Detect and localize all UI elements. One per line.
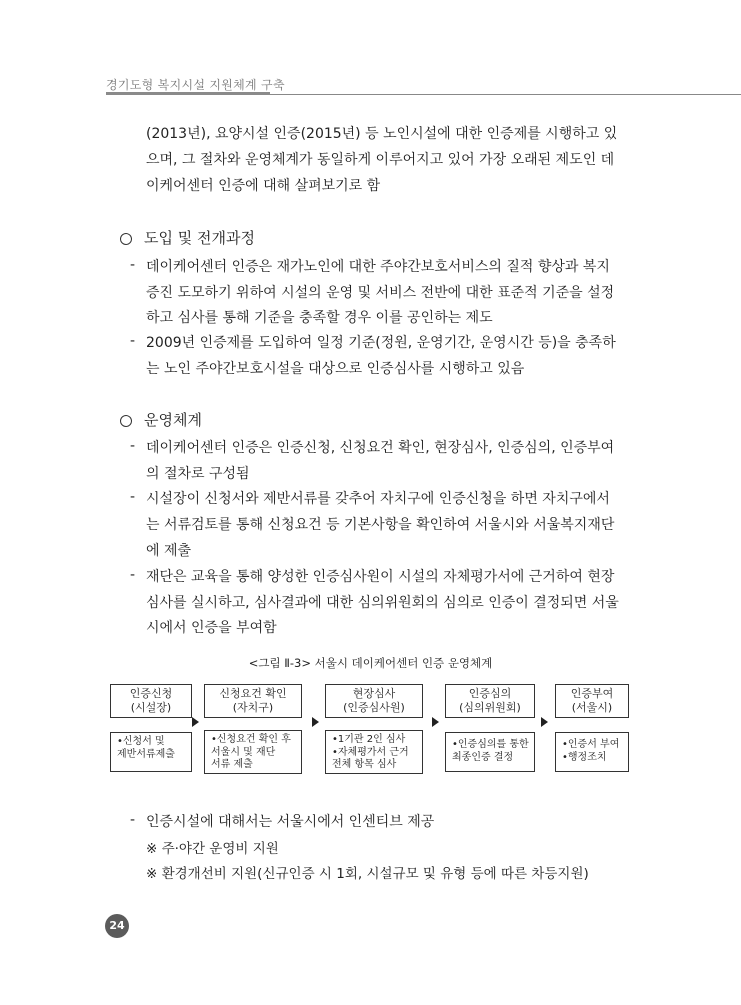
- step-detail: •신청요건 확인 후: [211, 734, 291, 745]
- body-line: 시설장이 신청서와 제반서류를 갖추어 자치구에 인증신청을 하면 자치구에서: [146, 491, 610, 507]
- step-detail: 서류 제출: [211, 759, 253, 770]
- flow-arrow-icon: [312, 717, 319, 727]
- figure-caption: <그림 Ⅱ-3> 서울시 데이케어센터 인증 운영체계: [248, 656, 493, 670]
- flow-step-onsite-review: [325, 684, 423, 718]
- dash-bullet: -: [130, 257, 136, 273]
- step-title: 현장심사: [352, 687, 396, 700]
- dash-bullet: -: [130, 812, 136, 828]
- dash-bullet: -: [130, 489, 136, 505]
- section-heading: 도입 및 전개과정: [144, 229, 255, 247]
- step-detail: •자체평가서 근거: [332, 746, 409, 758]
- flow-step-apply: [110, 684, 192, 718]
- section-heading: 운영체계: [144, 411, 202, 429]
- step-detail: •인증서 부여: [562, 739, 620, 750]
- body-line: 2009년 인증제를 도입하여 일정 기준(정원, 운영기간, 운영시간 등)을 충족하: [146, 335, 616, 351]
- body-line: 시에서 인증을 부여함: [146, 620, 277, 636]
- step-detail: •1기관 2인 심사: [332, 734, 406, 745]
- step-actor: (시설장): [130, 701, 172, 714]
- step-title: 인증신청: [129, 687, 173, 700]
- flow-step-verify-details: [204, 730, 302, 774]
- note-line: ※ 환경개선비 지원(신규인증 시 1회, 시설규모 및 유형 등에 따른 차등지원): [146, 866, 589, 882]
- step-detail: 서울시 및 재단: [211, 746, 276, 758]
- body-line: 는 서류검토를 통해 신청요건 등 기본사항을 확인하여 서울시와 서울복지재단: [146, 517, 615, 533]
- flow-step-onsite-review-details: [325, 730, 423, 774]
- step-title: 신청요건 확인: [219, 687, 287, 700]
- header-accent-bar: [106, 92, 270, 95]
- flow-arrow-icon: [541, 717, 548, 727]
- step-detail: •신청서 및: [117, 736, 165, 747]
- step-title: 인증부여: [570, 687, 614, 700]
- body-line: 데이케어센터 인증은 인증신청, 신청요건 확인, 현장심사, 인증심의, 인증부여: [146, 440, 615, 456]
- intro-line: (2013년), 요양시설 인증(2015년) 등 노인시설에 대한 인증제를 시행하고 있: [146, 126, 618, 142]
- body-line: 데이케어센터 인증은 재가노인에 대한 주야간보호서비스의 질적 향상과 복지: [146, 259, 610, 275]
- page-number-badge: 24: [105, 914, 129, 938]
- note-line: ※ 주·야간 운영비 지원: [146, 841, 279, 857]
- body-line: 증진 도모하기 위하여 시설의 운영 및 서비스 전반에 대한 표준적 기준을 설정: [146, 285, 615, 301]
- step-detail: •행정조치: [562, 751, 607, 763]
- circle-bullet-icon: [120, 233, 132, 245]
- step-detail: 제반서류제출: [117, 748, 175, 760]
- flow-step-certify: [555, 684, 629, 718]
- step-detail: 최종인증 결정: [452, 751, 514, 763]
- flow-arrow-icon: [192, 717, 199, 727]
- flow-step-verify: [204, 684, 302, 718]
- body-line: 는 노인 주야간보호시설을 대상으로 인증심사를 시행하고 있음: [146, 361, 525, 377]
- flow-step-deliberation-details: [445, 732, 535, 772]
- step-detail: 전체 항목 심사: [332, 759, 397, 770]
- step-title: 인증심의: [468, 687, 512, 700]
- flow-step-apply-details: [110, 732, 192, 772]
- step-actor: (서울시): [571, 701, 613, 714]
- flow-step-certify-details: [555, 732, 629, 772]
- intro-line: 으며, 그 절차와 운영체계가 동일하게 이루어지고 있어 가장 오래된 제도인 데: [146, 152, 615, 168]
- body-line: 인증시설에 대해서는 서울시에서 인센티브 제공: [146, 814, 435, 830]
- dash-bullet: -: [130, 333, 136, 349]
- body-line: 재단은 교육을 통해 양성한 인증심사원이 시설의 자체평가서에 근거하여 현장: [146, 569, 615, 585]
- body-line: 심사를 실시하고, 심사결과에 대한 심의위원회의 심의로 인증이 결정되면 서울: [146, 595, 619, 611]
- dash-bullet: -: [130, 567, 136, 583]
- circle-bullet-icon: [120, 415, 132, 427]
- step-actor: (인증심사원): [343, 701, 405, 714]
- step-actor: (자치구): [232, 701, 274, 714]
- flow-arrow-icon: [432, 717, 439, 727]
- intro-line: 이케어센터 인증에 대해 살펴보기로 함: [146, 178, 381, 194]
- body-line: 의 절차로 구성됨: [146, 466, 250, 482]
- step-detail: •인증심의를 통한: [452, 739, 529, 750]
- flow-step-deliberation: [445, 684, 535, 718]
- running-header: 경기도형 복지시설 지원체계 구축: [106, 78, 285, 92]
- body-line: 하고 심사를 통해 기준을 충족할 경우 이를 공인하는 제도: [146, 310, 493, 326]
- step-actor: (심의위원회): [459, 701, 521, 714]
- dash-bullet: -: [130, 438, 136, 454]
- body-line: 에 제출: [146, 543, 192, 559]
